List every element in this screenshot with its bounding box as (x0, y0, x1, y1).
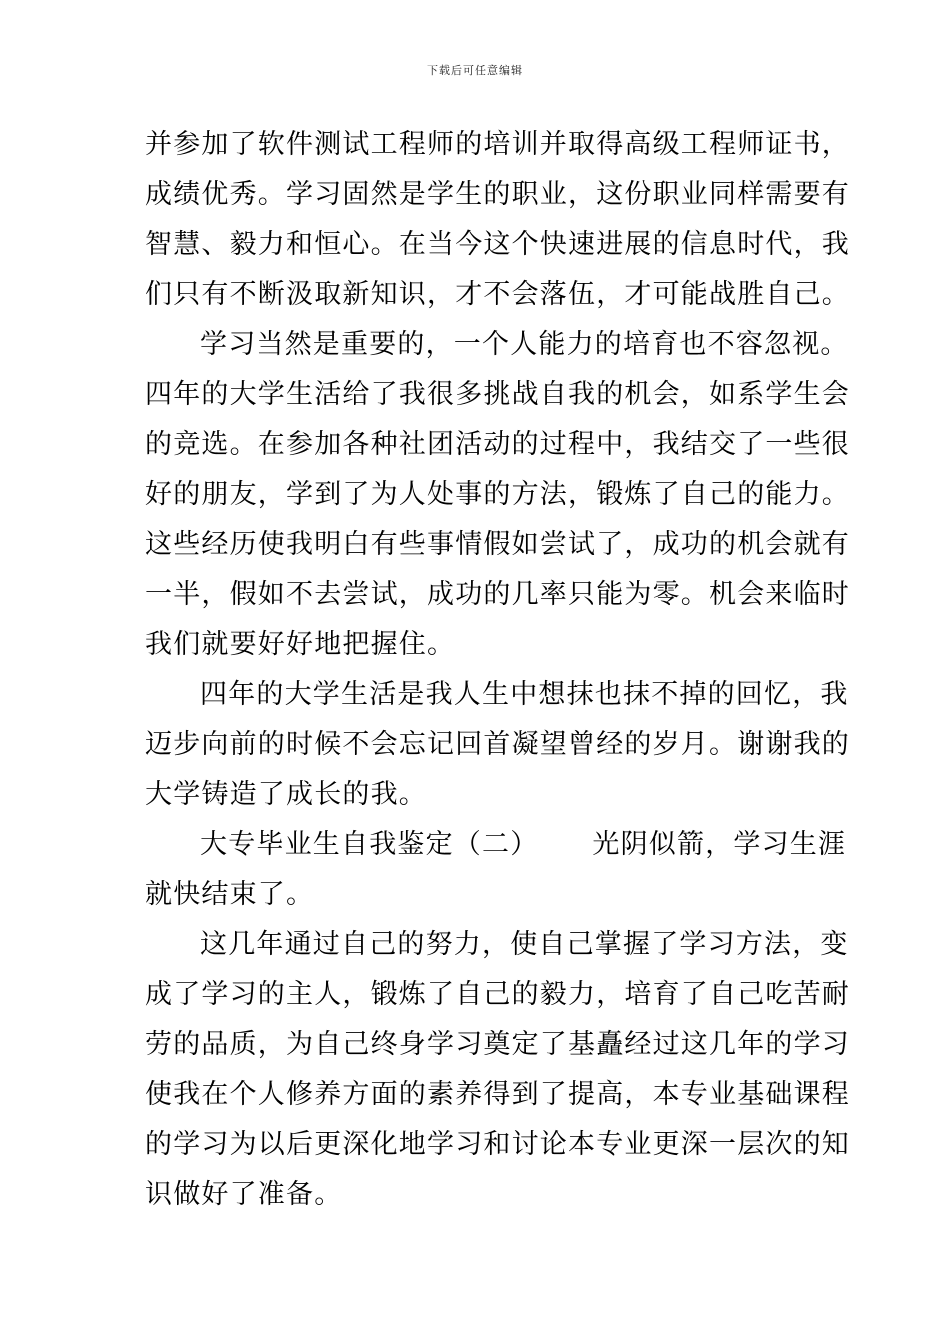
text-line: 四年的大学生活给了我很多挑战自我的机会，如系学生会 (145, 379, 850, 410)
text-line: 这几年通过自己的努力，使自己掌握了学习方法，变 (200, 929, 849, 960)
paragraph (145, 120, 850, 320)
text-line: 劳的品质，为自己终身学习奠定了基矗经过这几年的学习 (145, 1029, 850, 1060)
text-line: 学习当然是重要的，一个人能力的培育也不容忽视。 (200, 329, 849, 360)
paragraph (145, 670, 850, 820)
document-body (145, 120, 850, 1220)
text-line: 们只有不断汲取新知识，才不会落伍，才可能战胜自己。 (145, 279, 850, 310)
text-line: 并参加了软件测试工程师的培训并取得高级工程师证书， (145, 129, 850, 160)
text-line: 迈步向前的时候不会忘记回首凝望曾经的岁月。谢谢我的 (145, 729, 850, 760)
text-line: 成绩优秀。学习固然是学生的职业，这份职业同样需要有 (145, 179, 850, 210)
text-line: 成了学习的主人，锻炼了自己的毅力，培育了自己吃苦耐 (145, 979, 850, 1010)
text-line: 就快结束了。 (145, 879, 315, 910)
page-header: 下载后可任意编辑 (427, 64, 523, 77)
text-line: 四年的大学生活是我人生中想抹也抹不掉的回忆，我 (200, 679, 849, 710)
text-line: 识做好了准备。 (145, 1179, 343, 1210)
text-line: 的学习为以后更深化地学习和讨论本专业更深一层次的知 (145, 1129, 850, 1160)
paragraph (145, 820, 847, 920)
text-line: 这些经历使我明白有些事情假如尝试了，成功的机会就有 (145, 529, 850, 560)
text-line: 一半，假如不去尝试，成功的几率只能为零。机会来临时 (145, 579, 850, 610)
paragraph (145, 320, 850, 670)
text-line: 的竞选。在参加各种社团活动的过程中，我结交了一些很 (145, 429, 850, 460)
text-line: 使我在个人修养方面的素养得到了提高，本专业基础课程 (145, 1079, 850, 1110)
section-title-tail: 光阴似箭，学习生涯 (592, 829, 847, 860)
text-line: 大学铸造了成长的我。 (145, 779, 427, 810)
section-title-line (145, 820, 847, 870)
text-line: 我们就要好好地把握住。 (145, 629, 456, 660)
text-line: 好的朋友，学到了为人处事的方法，锻炼了自己的能力。 (145, 479, 850, 510)
section-title: 大专毕业生自我鉴定（二） (200, 829, 539, 860)
text-line: 智慧、毅力和恒心。在当今这个快速进展的信息时代，我 (145, 229, 850, 260)
paragraph (145, 920, 850, 1220)
